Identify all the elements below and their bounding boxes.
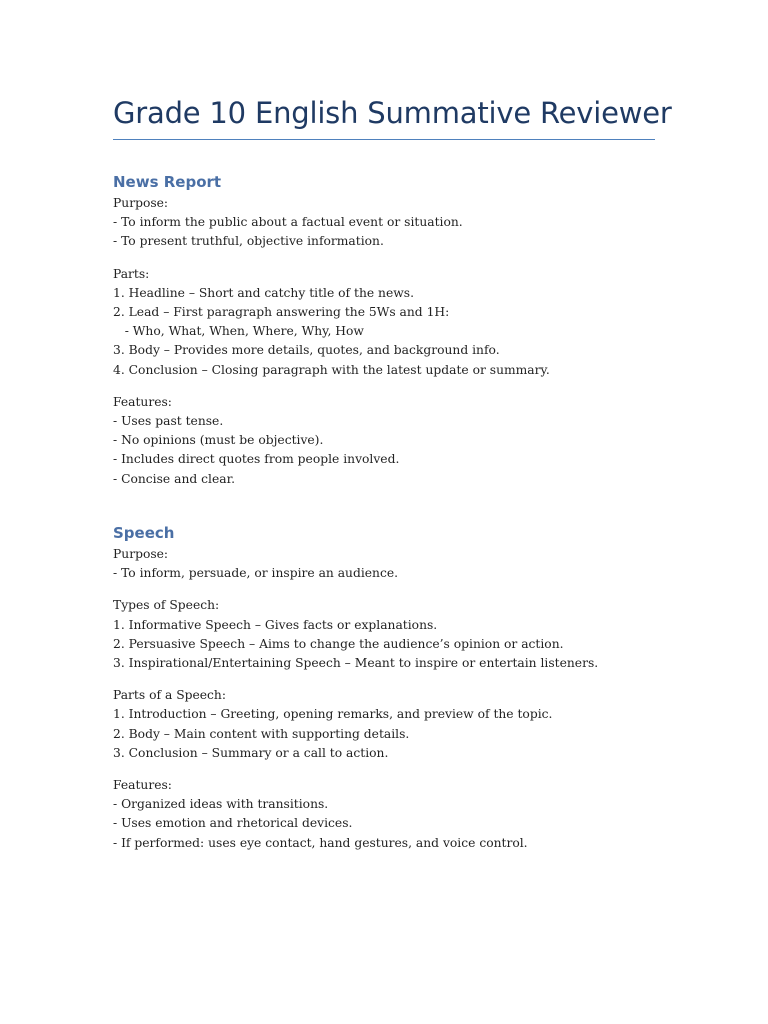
list-item: - To inform the public about a factual event or situation. — [113, 215, 463, 230]
block-label: Parts: — [113, 266, 150, 281]
list-item: - Organized ideas with transitions. — [113, 797, 329, 812]
list-item: - No opinions (must be objective). — [113, 433, 324, 448]
list-item: - To inform, persuade, or inspire an audience. — [113, 566, 399, 581]
block-label: Types of Speech: — [113, 598, 220, 613]
list-item: - Who, What, When, Where, Why, How — [113, 324, 364, 339]
list-item: - Includes direct quotes from people involved. — [113, 452, 400, 467]
list-item: 2. Lead – First paragraph answering the 5Ws and 1H: — [113, 305, 450, 320]
list-item: - Uses past tense. — [113, 414, 224, 429]
text-block — [113, 393, 673, 489]
list-item: 4. Conclusion – Closing paragraph with the latest update or summary. — [113, 362, 550, 377]
block-label: Purpose: — [113, 547, 169, 561]
section-heading: Speech — [113, 524, 175, 542]
document-title: Grade 10 English Summative Reviewer — [113, 96, 672, 130]
list-item: 3. Inspirational/Entertaining Speech – Meant to inspire or entertain listeners. — [113, 656, 599, 671]
list-item: - Uses emotion and rhetorical devices. — [113, 816, 353, 831]
section-speech — [113, 522, 673, 853]
text-block — [113, 194, 673, 252]
list-item: 1. Informative Speech – Gives facts or explanations. — [113, 617, 438, 632]
list-item: - To present truthful, objective information. — [113, 234, 384, 249]
block-label: Parts of a Speech: — [113, 688, 226, 703]
block-label: Purpose: — [113, 196, 169, 210]
list-item: 3. Conclusion – Summary or a call to action. — [113, 745, 389, 760]
block-label: Features: — [113, 394, 172, 409]
list-item: 1. Headline – Short and catchy title of the news. — [113, 285, 414, 300]
section-heading: News Report — [113, 173, 222, 191]
list-item: 1. Introduction – Greeting, opening remarks, and preview of the topic. — [113, 707, 553, 722]
block-label: Features: — [113, 778, 172, 793]
title-underline — [113, 139, 655, 140]
list-item: 2. Body – Main content with supporting details. — [113, 726, 410, 741]
text-block — [113, 596, 673, 673]
text-block — [113, 545, 673, 583]
text-block — [113, 776, 673, 853]
list-item: - Concise and clear. — [113, 471, 236, 486]
text-block — [113, 686, 673, 763]
section-news-report — [113, 171, 673, 489]
text-block — [113, 265, 673, 380]
list-item: 2. Persuasive Speech – Aims to change the audience’s opinion or action. — [113, 636, 564, 651]
list-item: 3. Body – Provides more details, quotes, and background info. — [113, 343, 500, 358]
list-item: - If performed: uses eye contact, hand gestures, and voice control. — [113, 835, 528, 850]
